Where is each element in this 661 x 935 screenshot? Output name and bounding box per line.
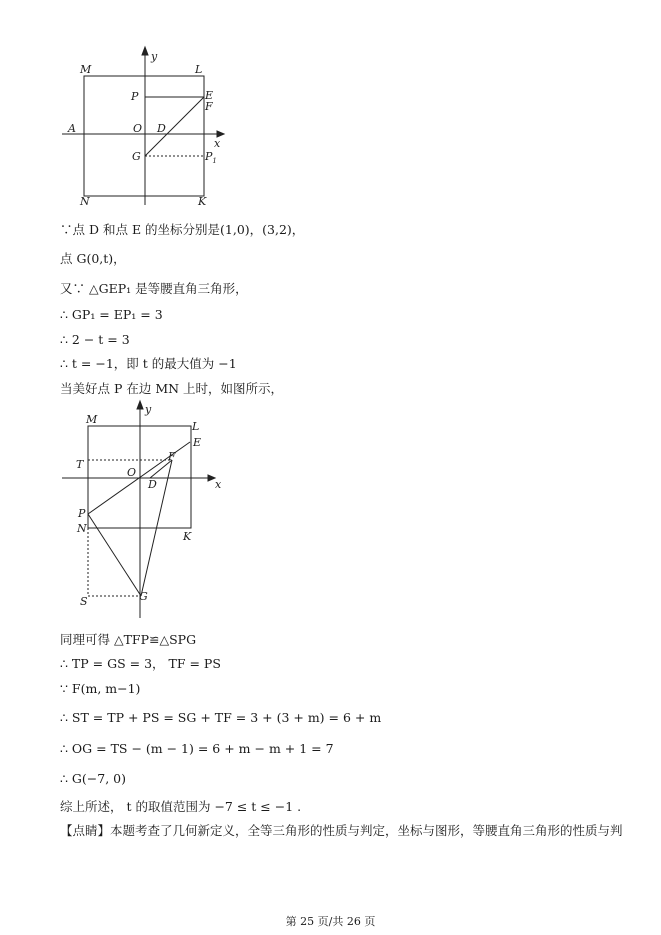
label-T: T [76,458,84,471]
label-y-2: y [145,403,152,416]
label-D-2: D [148,478,157,491]
text-line-10: ∵ F(m, m−1) [60,681,141,696]
label-P-2: P [78,507,86,520]
label-L: L [195,63,203,76]
label-x: x [214,137,221,150]
page-footer: 第 25 页/共 26 页 [285,915,376,928]
text-line-15: 【点睛】本题考查了几何新定义，全等三角形的性质与判定，坐标与图形，等腰直角三角形的性质与判 [60,823,623,838]
label-O-2: O [127,466,137,479]
label-L-2: L [192,420,200,433]
label-K: K [198,195,207,208]
label-P: P [131,90,139,103]
text-line-6: ∴ t = −1，即 t 的最大值为 −1 [60,356,237,371]
segment-PG [88,514,141,596]
label-M-2: M [86,413,98,426]
label-G-2: G [139,590,148,603]
label-N: N [80,195,90,208]
label-F-2: F [168,450,176,463]
label-y: y [151,50,158,63]
label-x-2: x [215,478,222,491]
text-line-5: ∴ 2 − t = 3 [60,332,130,347]
label-S: S [80,595,88,608]
y-axis-arrow-2 [137,401,143,409]
label-E-2: E [193,436,202,449]
text-line-8: 同理可得 △TFP≌△SPG [60,632,197,647]
label-F: F [205,100,213,113]
text-line-12: ∴ OG = TS − (m − 1) = 6 + m − m + 1 = 7 [60,741,334,756]
text-line-1: ∵点 D 和点 E 的坐标分别是(1,0)，(3,2)， [60,222,305,237]
text-line-4: ∴ GP₁ = EP₁ = 3 [60,307,163,322]
label-K-2: K [183,530,192,543]
label-N-2: N [77,522,87,535]
text-line-3: 又∵ △GEP₁ 是等腰直角三角形， [60,281,248,296]
label-D: D [157,122,166,135]
label-M: M [80,63,92,76]
text-line-14: 综上所述， t 的取值范围为 −7 ≤ t ≤ −1 . [60,799,302,814]
label-A: A [68,122,76,135]
text-line-13: ∴ G(−7, 0) [60,771,126,786]
text-line-9: ∴ TP = GS = 3， TF = PS [60,656,221,671]
label-P1: $P_1$ [205,150,217,165]
label-E: E [205,89,214,102]
text-line-11: ∴ ST = TP + PS = SG + TF = 3 + (3 + m) = 6 + m [60,710,382,725]
text-line-7: 当美好点 P 在边 MN 上时，如图所示， [60,381,284,396]
label-G: G [132,150,141,163]
text-line-2: 点 G(0,t)， [60,251,126,266]
label-O: O [133,122,143,135]
x-axis-arrow-2 [208,475,215,481]
